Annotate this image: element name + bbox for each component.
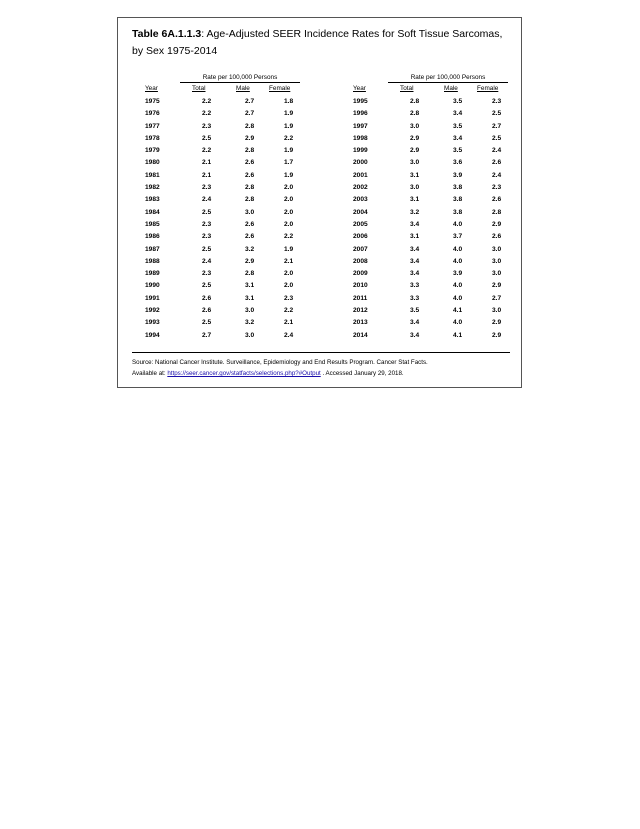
cell-female: 2.5 — [492, 134, 502, 142]
cell-male: 4.0 — [453, 319, 463, 327]
table-number: Table 6A.1.1.3 — [132, 28, 202, 40]
table-row — [340, 319, 508, 331]
table-row — [340, 135, 508, 147]
cell-female: 2.9 — [492, 331, 502, 339]
table-row — [132, 147, 300, 159]
cell-male: 3.0 — [245, 331, 255, 339]
cell-year: 1988 — [145, 257, 160, 265]
cell-year: 1978 — [145, 134, 160, 142]
cell-male: 2.6 — [245, 159, 255, 167]
cell-total: 3.0 — [410, 159, 420, 167]
cell-female: 2.2 — [284, 134, 294, 142]
cell-total: 2.5 — [202, 282, 212, 290]
cell-male: 3.4 — [453, 110, 463, 118]
table-row — [132, 135, 300, 147]
col-year-header: Year — [145, 85, 158, 92]
cell-year: 1985 — [145, 220, 160, 228]
source-link[interactable]: https://seer.cancer.gov/statfacts/selections.php?#Output — [167, 370, 321, 377]
cell-total: 2.9 — [410, 134, 420, 142]
cell-year: 1976 — [145, 110, 160, 118]
cell-total: 2.3 — [202, 220, 212, 228]
cell-total: 2.4 — [202, 257, 212, 265]
table-title — [132, 26, 512, 60]
cell-female: 2.3 — [284, 294, 294, 302]
cell-total: 3.4 — [410, 245, 420, 253]
cell-year: 1986 — [145, 233, 160, 241]
cell-male: 3.0 — [245, 208, 255, 216]
table-row — [132, 123, 300, 135]
cell-female: 3.0 — [492, 270, 502, 278]
table-row — [340, 307, 508, 319]
cell-male: 3.2 — [245, 245, 255, 253]
cell-male: 2.6 — [245, 220, 255, 228]
table-row — [132, 209, 300, 221]
cell-male: 2.7 — [245, 98, 255, 105]
cell-female: 2.9 — [492, 220, 502, 228]
cell-total: 3.1 — [410, 233, 420, 241]
cell-female: 1.8 — [284, 98, 294, 105]
cell-total: 2.5 — [202, 245, 212, 253]
cell-total: 2.2 — [202, 98, 212, 105]
cell-male: 4.0 — [453, 294, 463, 302]
cell-year: 1994 — [145, 331, 160, 339]
cell-year: 2005 — [353, 220, 368, 228]
cell-total: 3.0 — [410, 122, 420, 130]
table-row — [132, 246, 300, 258]
rate-group-header: Rate per 100,000 Persons — [388, 74, 508, 83]
table-row — [340, 270, 508, 282]
cell-male: 2.7 — [245, 110, 255, 118]
cell-total: 2.3 — [202, 270, 212, 278]
cell-female: 3.0 — [492, 257, 502, 265]
col-year-header: Year — [353, 85, 366, 92]
cell-total: 2.4 — [202, 196, 212, 204]
cell-year: 2002 — [353, 184, 368, 192]
cell-total: 2.7 — [202, 331, 212, 339]
cell-total: 2.6 — [202, 307, 212, 315]
cell-male: 4.0 — [453, 220, 463, 228]
cell-female: 2.0 — [284, 208, 294, 216]
table-row — [340, 209, 508, 221]
cell-male: 3.2 — [245, 319, 255, 327]
table-row — [132, 172, 300, 184]
cell-female: 2.4 — [492, 171, 502, 179]
cell-total: 3.3 — [410, 294, 420, 302]
cell-year: 2009 — [353, 270, 368, 278]
table-row — [132, 233, 300, 245]
table-row — [340, 196, 508, 208]
cell-total: 3.1 — [410, 171, 420, 179]
cell-year: 1992 — [145, 307, 160, 315]
col-male-header: Male — [236, 85, 250, 92]
cell-female: 2.6 — [492, 233, 502, 241]
cell-total: 2.3 — [202, 184, 212, 192]
cell-year: 2003 — [353, 196, 368, 204]
cell-female: 2.9 — [492, 319, 502, 327]
table-row — [340, 159, 508, 171]
cell-male: 2.8 — [245, 184, 255, 192]
cell-total: 3.1 — [410, 196, 420, 204]
cell-total: 3.5 — [410, 307, 420, 315]
cell-year: 1981 — [145, 171, 160, 179]
table-row — [340, 147, 508, 159]
cell-year: 1993 — [145, 319, 160, 327]
cell-female: 2.0 — [284, 220, 294, 228]
cell-year: 2012 — [353, 307, 368, 315]
cell-male: 3.5 — [453, 98, 463, 105]
table-row — [340, 282, 508, 294]
col-female-header: Female — [477, 85, 499, 92]
cell-female: 2.9 — [492, 282, 502, 290]
cell-total: 2.9 — [410, 147, 420, 155]
cell-male: 3.8 — [453, 208, 463, 216]
table-row — [132, 282, 300, 294]
cell-year: 1996 — [353, 110, 368, 118]
cell-male: 4.0 — [453, 257, 463, 265]
table-body — [340, 98, 508, 344]
cell-year: 1975 — [145, 98, 160, 105]
cell-total: 2.3 — [202, 122, 212, 130]
cell-total: 2.5 — [202, 134, 212, 142]
table-row — [132, 110, 300, 122]
cell-female: 2.1 — [284, 257, 294, 265]
cell-year: 1997 — [353, 122, 368, 130]
table-row — [340, 246, 508, 258]
cell-male: 3.5 — [453, 122, 463, 130]
cell-male: 2.6 — [245, 233, 255, 241]
cell-male: 2.8 — [245, 122, 255, 130]
col-total-header: Total — [400, 85, 414, 92]
cell-total: 2.2 — [202, 147, 212, 155]
cell-year: 1989 — [145, 270, 160, 278]
cell-female: 1.9 — [284, 147, 294, 155]
table-row — [340, 221, 508, 233]
cell-male: 3.9 — [453, 270, 463, 278]
table-row — [132, 258, 300, 270]
table-figure — [117, 17, 522, 388]
cell-female: 2.8 — [492, 208, 502, 216]
cell-total: 2.8 — [410, 110, 420, 118]
cell-year: 2007 — [353, 245, 368, 253]
divider — [132, 352, 510, 353]
cell-female: 2.2 — [284, 233, 294, 241]
table-row — [132, 159, 300, 171]
cell-year: 1990 — [145, 282, 160, 290]
table-title-text: : Age-Adjusted SEER Incidence Rates for Soft Tissue Sarcomas, by Sex 1975-2014 — [132, 28, 503, 57]
cell-male: 4.0 — [453, 245, 463, 253]
table-row — [340, 123, 508, 135]
cell-year: 1998 — [353, 134, 368, 142]
cell-total: 3.4 — [410, 319, 420, 327]
table-row — [340, 295, 508, 307]
cell-male: 4.0 — [453, 282, 463, 290]
cell-male: 2.9 — [245, 134, 255, 142]
cell-female: 1.7 — [284, 159, 294, 167]
cell-male: 4.1 — [453, 307, 463, 315]
cell-total: 3.4 — [410, 257, 420, 265]
cell-female: 1.9 — [284, 110, 294, 118]
cell-year: 2010 — [353, 282, 368, 290]
cell-total: 2.2 — [202, 110, 212, 118]
cell-male: 4.1 — [453, 331, 463, 339]
cell-year: 1987 — [145, 245, 160, 253]
cell-year: 2013 — [353, 319, 368, 327]
cell-year: 2011 — [353, 294, 368, 302]
cell-year: 1999 — [353, 147, 368, 155]
table-row — [340, 332, 508, 344]
cell-female: 2.0 — [284, 184, 294, 192]
cell-male: 2.8 — [245, 270, 255, 278]
table-row — [132, 184, 300, 196]
col-male-header: Male — [444, 85, 458, 92]
cell-female: 2.7 — [492, 122, 502, 130]
cell-male: 2.6 — [245, 171, 255, 179]
cell-total: 3.0 — [410, 184, 420, 192]
cell-female: 2.0 — [284, 196, 294, 204]
cell-male: 3.8 — [453, 184, 463, 192]
cell-year: 1991 — [145, 294, 160, 302]
cell-male: 2.8 — [245, 147, 255, 155]
source-line: Source: National Cancer Institute. Surveillance, Epidemiology and End Results Program. Cancer Stat Facts. — [132, 359, 428, 366]
table-row — [340, 110, 508, 122]
source-prefix: Available at: — [132, 370, 168, 377]
table-row — [132, 221, 300, 233]
table-row — [340, 98, 508, 110]
cell-female: 3.0 — [492, 307, 502, 315]
cell-male: 2.8 — [245, 196, 255, 204]
table-row — [340, 258, 508, 270]
cell-female: 2.4 — [492, 147, 502, 155]
cell-female: 1.9 — [284, 122, 294, 130]
cell-year: 1979 — [145, 147, 160, 155]
cell-year: 1984 — [145, 208, 160, 216]
cell-year: 2008 — [353, 257, 368, 265]
col-total-header: Total — [192, 85, 206, 92]
cell-female: 3.0 — [492, 245, 502, 253]
cell-male: 3.6 — [453, 159, 463, 167]
table-body — [132, 98, 300, 344]
cell-female: 2.1 — [284, 319, 294, 327]
cell-total: 2.1 — [202, 171, 212, 179]
cell-male: 2.9 — [245, 257, 255, 265]
source-availability — [132, 368, 512, 379]
cell-total: 3.4 — [410, 220, 420, 228]
cell-male: 3.1 — [245, 294, 255, 302]
cell-total: 2.8 — [410, 98, 420, 105]
table-row — [132, 319, 300, 331]
cell-female: 1.9 — [284, 245, 294, 253]
source-suffix: . Accessed January 29, 2018. — [320, 370, 404, 377]
cell-female: 2.0 — [284, 270, 294, 278]
cell-male: 3.5 — [453, 147, 463, 155]
table-row — [132, 295, 300, 307]
cell-total: 2.1 — [202, 159, 212, 167]
cell-female: 2.6 — [492, 196, 502, 204]
table-row — [340, 233, 508, 245]
cell-female: 2.4 — [284, 331, 294, 339]
cell-male: 3.1 — [245, 282, 255, 290]
cell-year: 2001 — [353, 171, 368, 179]
cell-male: 3.0 — [245, 307, 255, 315]
cell-female: 2.7 — [492, 294, 502, 302]
rate-group-header: Rate per 100,000 Persons — [180, 74, 300, 83]
cell-year: 1982 — [145, 184, 160, 192]
cell-year: 1977 — [145, 122, 160, 130]
cell-male: 3.4 — [453, 134, 463, 142]
cell-female: 2.0 — [284, 282, 294, 290]
cell-year: 2000 — [353, 159, 368, 167]
table-row — [132, 332, 300, 344]
table-row — [132, 307, 300, 319]
cell-female: 2.6 — [492, 159, 502, 167]
table-row — [132, 98, 300, 110]
cell-male: 3.9 — [453, 171, 463, 179]
cell-female: 1.9 — [284, 171, 294, 179]
cell-total: 2.3 — [202, 233, 212, 241]
source-note — [132, 357, 512, 379]
cell-male: 3.8 — [453, 196, 463, 204]
cell-total: 3.4 — [410, 270, 420, 278]
cell-female: 2.2 — [284, 307, 294, 315]
cell-total: 2.5 — [202, 208, 212, 216]
table-row — [340, 172, 508, 184]
cell-female: 2.5 — [492, 110, 502, 118]
cell-total: 2.6 — [202, 294, 212, 302]
cell-female: 2.3 — [492, 98, 502, 105]
cell-total: 2.5 — [202, 319, 212, 327]
cell-year: 2006 — [353, 233, 368, 241]
cell-total: 3.3 — [410, 282, 420, 290]
cell-total: 3.2 — [410, 208, 420, 216]
table-row — [132, 270, 300, 282]
table-row — [132, 196, 300, 208]
cell-total: 3.4 — [410, 331, 420, 339]
cell-year: 1983 — [145, 196, 160, 204]
table-row — [340, 184, 508, 196]
cell-male: 3.7 — [453, 233, 463, 241]
cell-year: 2014 — [353, 331, 368, 339]
cell-year: 1980 — [145, 159, 160, 167]
cell-year: 1995 — [353, 98, 368, 105]
cell-year: 2004 — [353, 208, 368, 216]
cell-female: 2.3 — [492, 184, 502, 192]
col-female-header: Female — [269, 85, 291, 92]
